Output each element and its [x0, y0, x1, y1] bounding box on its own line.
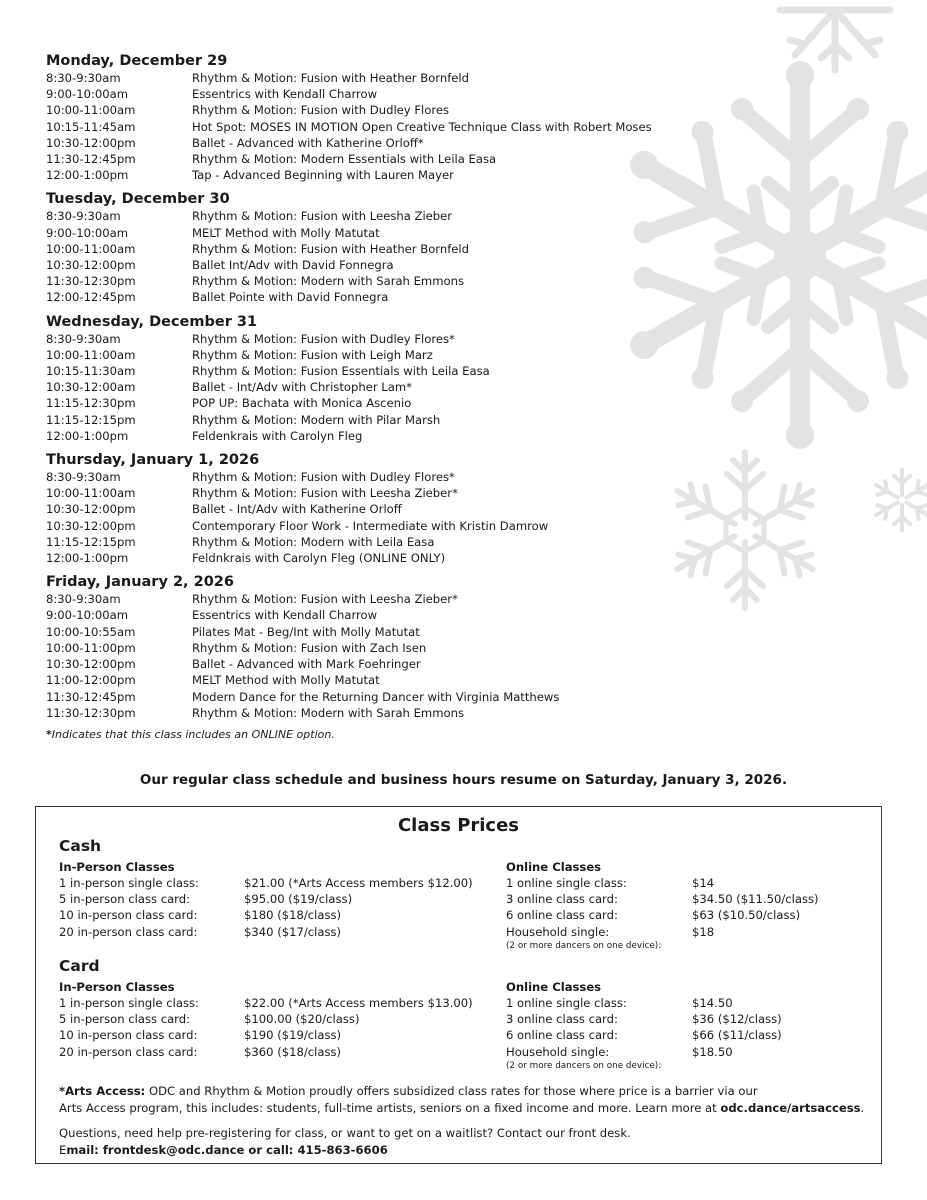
online-footnote [46, 728, 806, 741]
class-time: 11:00-12:00pm [46, 673, 136, 688]
price-label: 10 in-person class card: [59, 1028, 198, 1043]
class-name: Contemporary Floor Work - Intermediate with Kristin Damrow [192, 518, 549, 533]
class-row [46, 102, 806, 118]
small-snowflake-icon [872, 465, 927, 535]
class-time: 10:30-12:00pm [46, 518, 136, 533]
class-time: 11:30-12:30pm [46, 274, 136, 289]
class-row [46, 518, 806, 534]
class-time: 9:00-10:00am [46, 608, 129, 623]
price-row [506, 875, 926, 891]
class-name: MELT Method with Molly Matutat [192, 673, 380, 688]
contact-question: Questions, need help pre-registering for class, or want to get on a waitlist? Contact our front desk. [59, 1126, 631, 1140]
price-label: 5 in-person class card: [59, 892, 191, 907]
price-row [506, 995, 926, 1011]
class-name: Rhythm & Motion: Modern with Sarah Emmons [192, 274, 464, 289]
price-value: $36 ($12/class) [692, 1012, 782, 1027]
price-label: 1 in-person single class: [59, 876, 199, 890]
class-row [46, 624, 806, 640]
price-group-title: Online Classes [506, 980, 602, 994]
class-name: Hot Spot: MOSES IN MOTION Open Creative Technique Class with Robert Moses [192, 119, 652, 134]
class-name: Rhythm & Motion: Fusion with Zach Isen [192, 640, 427, 655]
class-name: Ballet - Int/Adv with Katherine Orloff [192, 502, 402, 517]
class-row [46, 225, 806, 241]
class-time: 12:00-1:00pm [46, 428, 129, 443]
class-name: Rhythm & Motion: Fusion Essentials with Leila Easa [192, 364, 490, 379]
class-row [46, 257, 806, 273]
contact-email-prefix: E [59, 1142, 67, 1157]
price-value: $14.50 [692, 996, 733, 1010]
schedule-resume-notice: Our regular class schedule and business hours resume on Saturday, January 3, 2026. [139, 772, 788, 788]
class-time: 8:30-9:30am [46, 592, 121, 607]
price-label: 6 online class card: [506, 1028, 618, 1043]
class-name: POP UP: Bachata with Monica Ascenio [192, 396, 412, 411]
arts-access-link[interactable]: odc.dance/artsaccess [720, 1100, 861, 1115]
class-row [46, 591, 806, 607]
schedule-day [46, 451, 806, 566]
class-time: 8:30-9:30am [46, 470, 121, 485]
household-note: (2 or more dancers on one device): [506, 1060, 662, 1071]
class-row [46, 501, 806, 517]
price-row [59, 875, 479, 891]
arts-access-text-2: Arts Access program, this includes: students, full-time artists, seniors on a fixed income and more. Learn more at [59, 1100, 721, 1115]
schedule-day [46, 313, 806, 444]
price-row [59, 907, 479, 923]
class-row [46, 208, 806, 224]
class-name: Feldenkrais with Carolyn Fleg [192, 428, 363, 443]
price-label: 20 in-person class card: [59, 1044, 198, 1059]
class-name: Feldnkrais with Carolyn Fleg (ONLINE ONLY) [192, 551, 446, 566]
contact-info [59, 1125, 869, 1158]
class-row [46, 151, 806, 167]
price-value: $340 ($17/class) [244, 924, 342, 939]
price-value: $21.00 (*Arts Access members $12.00) [244, 876, 473, 890]
card-in-person-group [59, 980, 479, 1060]
price-label: 1 online single class: [506, 876, 627, 890]
class-time: 8:30-9:30am [46, 331, 121, 346]
class-name: Ballet - Int/Adv with Christopher Lam* [192, 380, 412, 395]
class-row [46, 485, 806, 501]
class-time: 10:30-12:00pm [46, 657, 136, 672]
price-row [506, 1011, 926, 1027]
class-row [46, 273, 806, 289]
class-row [46, 428, 806, 444]
class-time: 10:30-12:00am [46, 380, 136, 395]
price-value: $18.50 [692, 1044, 733, 1059]
class-name: Rhythm & Motion: Fusion with Heather Bornfeld [192, 71, 469, 85]
class-row [46, 412, 806, 428]
class-name: Rhythm & Motion: Modern with Leila Easa [192, 534, 435, 549]
arts-access-text-1: ODC and Rhythm & Motion proudly offers subsidized class rates for those where price is a barrier via our [145, 1084, 758, 1098]
class-row [46, 167, 806, 183]
class-name: Rhythm & Motion: Modern with Pilar Marsh [192, 412, 441, 427]
card-heading: Card [59, 957, 100, 975]
class-time: 10:30-12:00pm [46, 258, 136, 273]
arts-access-note [59, 1083, 869, 1116]
price-group-title: Online Classes [506, 860, 602, 874]
class-row [46, 656, 806, 672]
class-row [46, 379, 806, 395]
class-name: Rhythm & Motion: Modern with Sarah Emmons [192, 705, 464, 720]
class-name: Rhythm & Motion: Fusion with Dudley Flores [192, 103, 450, 118]
price-row [506, 907, 926, 923]
price-label: Household single: [506, 1044, 610, 1059]
class-name: Rhythm & Motion: Fusion with Dudley Flores* [192, 331, 455, 346]
class-name: Ballet Int/Adv with David Fonnegra [192, 258, 394, 273]
schedule-day [46, 52, 806, 183]
class-time: 10:15-11:30am [46, 364, 136, 379]
class-row [46, 289, 806, 305]
class-time: 11:15-12:15pm [46, 534, 136, 549]
class-name: Rhythm & Motion: Modern Essentials with Leila Easa [192, 152, 497, 167]
class-name: Ballet Pointe with David Fonnegra [192, 290, 389, 305]
class-name: Tap - Advanced Beginning with Lauren Mayer [192, 168, 454, 183]
class-row [46, 469, 806, 485]
price-label: 1 in-person single class: [59, 996, 199, 1010]
class-name: Rhythm & Motion: Fusion with Dudley Flores* [192, 470, 455, 485]
price-label: 10 in-person class card: [59, 908, 198, 923]
price-value: $66 ($11/class) [692, 1028, 782, 1043]
price-row [59, 1044, 479, 1060]
class-name: Rhythm & Motion: Fusion with Leesha Zieber [192, 209, 453, 224]
price-label: 5 in-person class card: [59, 1012, 191, 1027]
class-name: Rhythm & Motion: Fusion with Leesha Zieber* [192, 592, 458, 607]
class-time: 12:00-1:00pm [46, 551, 129, 566]
price-value: $180 ($18/class) [244, 908, 342, 923]
footnote-text: Indicates that this class includes an ONLINE option. [51, 727, 335, 741]
class-time: 10:00-11:00am [46, 103, 136, 118]
price-value: $22.00 (*Arts Access members $13.00) [244, 996, 473, 1010]
card-online-group [506, 980, 926, 1072]
class-name: Essentrics with Kendall Charrow [192, 608, 378, 623]
class-row [46, 689, 806, 705]
class-row [46, 347, 806, 363]
cash-online-group [506, 860, 926, 952]
price-label: 3 online class card: [506, 1012, 618, 1027]
class-time: 10:30-12:00pm [46, 135, 136, 150]
class-time: 10:15-11:45am [46, 119, 136, 134]
class-time: 10:30-12:00pm [46, 502, 136, 517]
day-heading: Monday, December 29 [46, 53, 228, 69]
arts-access-end: . [860, 1100, 865, 1115]
price-row [506, 924, 926, 940]
class-row [46, 70, 806, 86]
class-name: Ballet - Advanced with Katherine Orloff* [192, 135, 424, 150]
class-row [46, 705, 806, 721]
class-time: 12:00-12:45pm [46, 290, 136, 305]
price-value: $63 ($10.50/class) [692, 908, 801, 923]
class-prices-title: Class Prices [397, 815, 520, 836]
class-name: Rhythm & Motion: Fusion with Leesha Zieber* [192, 486, 458, 501]
arts-access-label: *Arts Access: [59, 1084, 146, 1098]
class-time: 8:30-9:30am [46, 209, 121, 224]
price-label: 6 online class card: [506, 908, 618, 923]
day-heading: Wednesday, December 31 [46, 313, 258, 330]
class-time: 11:15-12:15pm [46, 412, 136, 427]
class-time: 10:00-11:00am [46, 241, 136, 256]
class-time: 9:00-10:00am [46, 87, 129, 102]
price-value: $34.50 ($11.50/class) [692, 892, 819, 907]
class-time: 10:00-10:55am [46, 624, 136, 639]
class-row [46, 241, 806, 257]
price-value: $100.00 ($20/class) [244, 1012, 360, 1027]
cash-in-person-group [59, 860, 479, 940]
price-label: 20 in-person class card: [59, 924, 198, 939]
class-time: 11:30-12:45pm [46, 689, 136, 704]
class-row [46, 672, 806, 688]
price-value: $360 ($18/class) [244, 1044, 342, 1059]
class-time: 10:00-11:00am [46, 486, 136, 501]
class-name: Modern Dance for the Returning Dancer with Virginia Matthews [192, 689, 560, 704]
schedule-day [46, 190, 806, 305]
household-note: (2 or more dancers on one device): [506, 940, 662, 951]
holiday-schedule [46, 52, 806, 741]
price-row [59, 995, 479, 1011]
price-group-title: In-Person Classes [59, 980, 175, 994]
class-name: Essentrics with Kendall Charrow [192, 87, 378, 102]
class-time: 9:00-10:00am [46, 225, 129, 240]
class-time: 11:30-12:45pm [46, 152, 136, 167]
price-group-title: In-Person Classes [59, 860, 175, 874]
class-time: 8:30-9:30am [46, 71, 121, 85]
class-row [46, 534, 806, 550]
price-row [59, 891, 479, 907]
cash-heading: Cash [59, 837, 102, 855]
class-time: 11:30-12:30pm [46, 705, 136, 720]
price-label: 1 online single class: [506, 996, 627, 1010]
price-value: $190 ($19/class) [244, 1028, 342, 1043]
class-row [46, 331, 806, 347]
class-row [46, 550, 806, 566]
price-value: $18 [692, 924, 715, 939]
price-label: 3 online class card: [506, 892, 618, 907]
class-row [46, 119, 806, 135]
price-row [506, 891, 926, 907]
contact-email-line[interactable]: mail: frontdesk@odc.dance or call: 415-863-6606 [66, 1142, 388, 1157]
class-name: MELT Method with Molly Matutat [192, 225, 380, 240]
day-heading: Friday, January 2, 2026 [46, 574, 234, 591]
price-row [506, 1027, 926, 1043]
price-value: $95.00 ($19/class) [244, 892, 353, 907]
class-time: 11:15-12:30pm [46, 396, 136, 411]
price-row [59, 1027, 479, 1043]
class-time: 10:00-11:00pm [46, 640, 136, 655]
class-row [46, 607, 806, 623]
class-time: 10:00-11:00am [46, 347, 136, 362]
class-name: Rhythm & Motion: Fusion with Heather Bornfeld [192, 241, 469, 256]
schedule-day [46, 573, 806, 721]
class-prices-box [35, 806, 882, 1164]
class-row [46, 395, 806, 411]
price-row [59, 924, 479, 940]
class-name: Ballet - Advanced with Mark Foehringer [192, 657, 421, 672]
price-value: $14 [692, 876, 715, 890]
class-row [46, 363, 806, 379]
class-name: Rhythm & Motion: Fusion with Leigh Marz [192, 347, 433, 362]
price-row [506, 1044, 926, 1060]
price-row [59, 1011, 479, 1027]
class-time: 12:00-1:00pm [46, 168, 129, 183]
class-name: Pilates Mat - Beg/Int with Molly Matutat [192, 624, 420, 639]
price-label: Household single: [506, 924, 610, 939]
day-heading: Tuesday, December 30 [46, 191, 230, 208]
class-row [46, 640, 806, 656]
footnote-star: * [46, 727, 52, 741]
day-heading: Thursday, January 1, 2026 [46, 452, 260, 469]
class-row [46, 86, 806, 102]
class-row [46, 135, 806, 151]
